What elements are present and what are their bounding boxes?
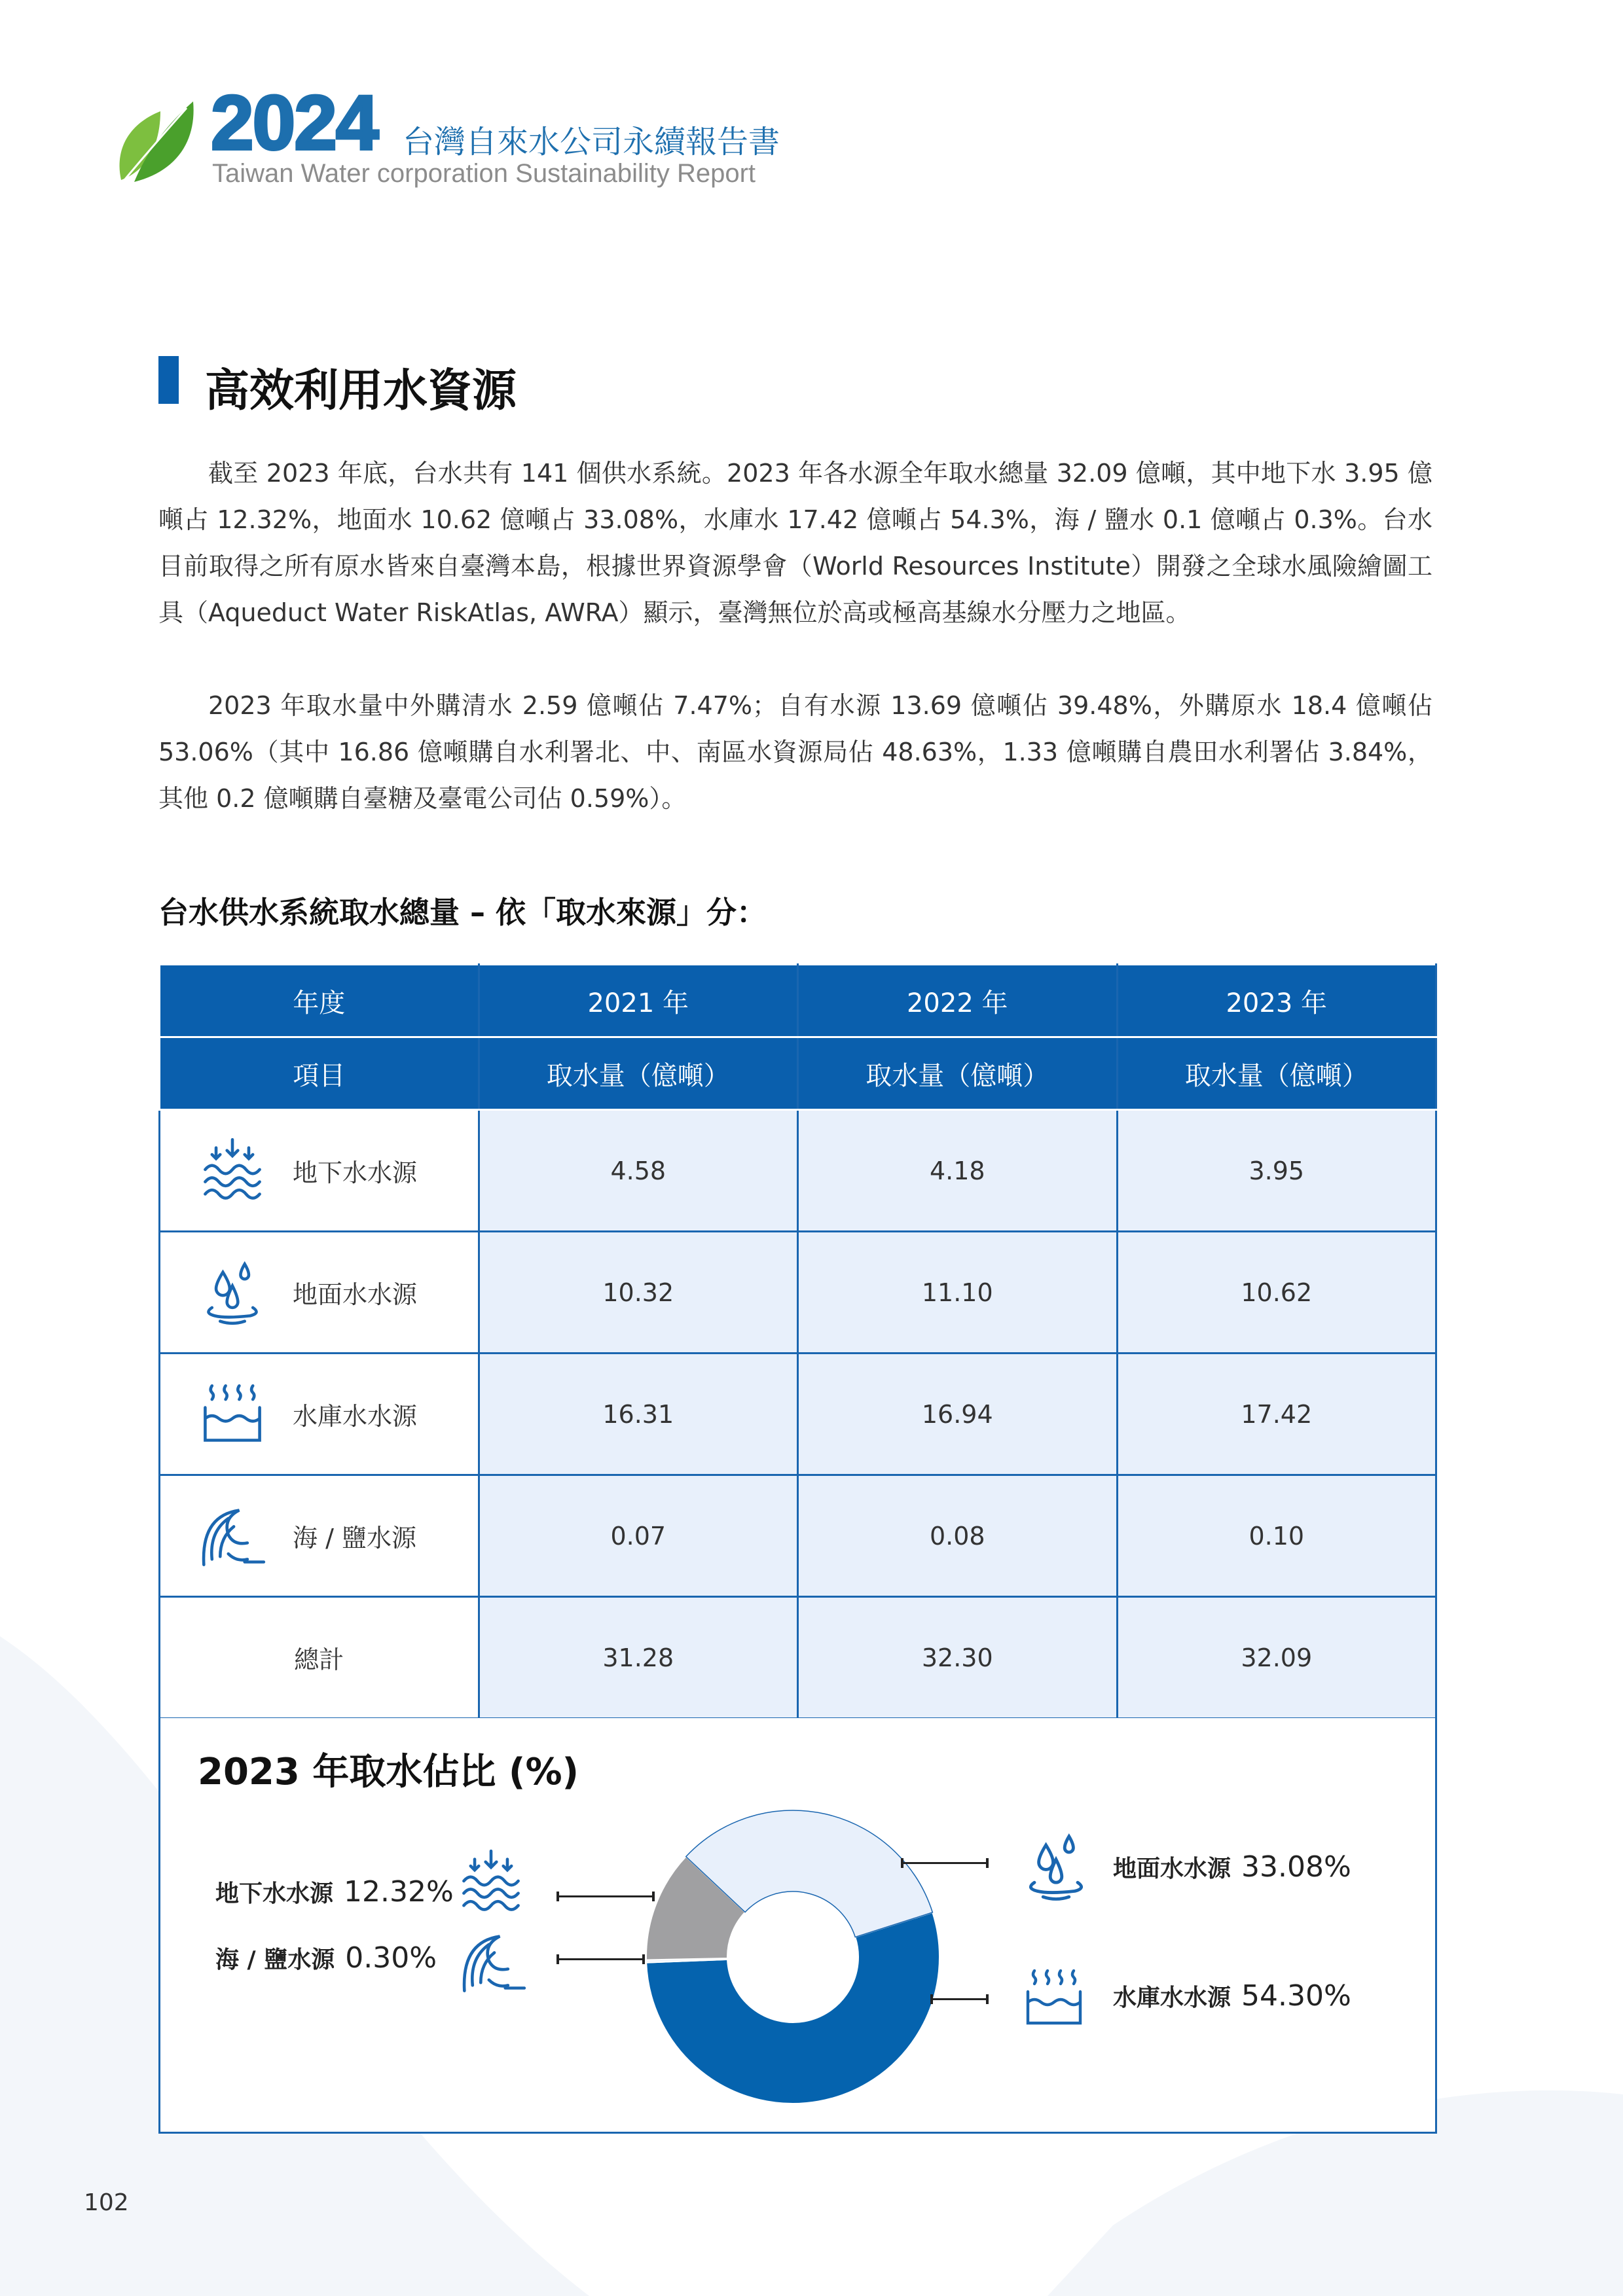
value-cell: 4.58 (479, 1110, 798, 1232)
legend-groundwater: 地下水水源 12.32% (215, 1875, 454, 1909)
value-cell: 0.07 (479, 1475, 798, 1597)
legend-sea-salt: 海 / 鹽水源 0.30% (215, 1941, 437, 1975)
value-cell: 16.31 (479, 1354, 798, 1475)
connector-line (930, 1998, 989, 2000)
table-row-total (160, 1597, 1436, 1719)
header-cell: 取水量（億噸） (1117, 1037, 1436, 1110)
value-cell: 4.18 (798, 1110, 1118, 1232)
report-year: 2024 (211, 80, 378, 166)
legend-value: 0.30% (345, 1941, 437, 1975)
value-cell: 3.95 (1117, 1110, 1436, 1232)
reservoir-icon (1020, 1965, 1088, 2031)
value-cell: 31.28 (479, 1597, 798, 1719)
header-cell: 2023 年 (1117, 965, 1436, 1037)
leaf-logo-icon (115, 98, 196, 187)
row-label: 地下水水源 (293, 1158, 418, 1187)
paragraph-1: 截至 2023 年底，台水共有 141 個供水系統。2023 年各水源全年取水總量 32.09 億噸，其中地下水 3.95 億噸占 12.32%，地面水 10.62 億噸占 33.08%，水庫水 17.42 億噸占 54.3%，海 / 鹽水 0.1 億噸占 0.3%。台水目前取得之所有原水皆來自臺灣本島，根據世界資源學會（World Resources Institute）開發之全球水風險繪圖工具（Aqueduct Water RiskAtlas, AWRA）顯示，臺灣無位於高或極高基線水分壓力之地區。 (158, 459, 1432, 627)
row-label: 總計 (160, 1597, 479, 1719)
reservoir-icon (198, 1380, 266, 1448)
header-cell: 取水量（億噸） (479, 1037, 798, 1110)
sea-wave-icon (198, 1502, 266, 1570)
connector-line (556, 1958, 645, 1960)
table-row (160, 1354, 1436, 1475)
value-cell: 11.10 (798, 1232, 1118, 1354)
value-cell: 10.32 (479, 1232, 798, 1354)
header-cell: 2022 年 (798, 965, 1118, 1037)
groundwater-icon (198, 1137, 266, 1205)
chart-title: 2023 年取水佔比 (%) (198, 1751, 579, 1793)
legend-value: 54.30% (1241, 1979, 1351, 2013)
value-cell: 10.62 (1117, 1232, 1436, 1354)
page-number: 102 (84, 2189, 129, 2216)
table-row (160, 1110, 1436, 1232)
value-cell: 32.30 (798, 1597, 1118, 1719)
connector-line (556, 1895, 655, 1897)
legend-surface-water: 地面水水源 33.08% (1113, 1850, 1351, 1884)
table-row (160, 1475, 1436, 1597)
table-row (160, 1232, 1436, 1354)
table-title: 台水供水系統取水總量 – 依「取水來源」分： (158, 895, 767, 930)
legend-reservoir: 水庫水水源 54.30% (1113, 1979, 1351, 2013)
value-cell: 32.09 (1117, 1597, 1436, 1719)
header-cell: 年度 (160, 965, 479, 1037)
value-cell: 16.94 (798, 1354, 1118, 1475)
row-label: 地面水水源 (293, 1280, 418, 1309)
header-cell: 2021 年 (479, 965, 798, 1037)
section-title: 高效利用水資源 (205, 365, 517, 417)
paragraph-2: 2023 年取水量中外購清水 2.59 億噸佔 7.47%；自有水源 13.69 億噸佔 39.48%，外購原水 18.4 億噸佔 53.06%（其中 16.86 億噸購自水利署北、中、南區水資源局佔 48.63%，1.33 億噸購自農田水利署佔 3.84%，其他 0.2 億噸購自臺糖及臺電公司佔 0.59%）。 (158, 691, 1432, 813)
report-title-en: Taiwan Water corporation Sustainability Report (212, 159, 756, 188)
value-cell: 0.08 (798, 1475, 1118, 1597)
water-intake-table (158, 963, 1437, 1719)
legend-value: 12.32% (344, 1875, 454, 1909)
connector-line (901, 1862, 989, 1864)
value-cell: 17.42 (1117, 1354, 1436, 1475)
header-cell: 項目 (160, 1037, 479, 1110)
surface-water-icon (198, 1259, 266, 1327)
row-label: 水庫水水源 (293, 1402, 418, 1431)
table-header-row (160, 965, 1436, 1037)
section-marker (158, 356, 179, 404)
groundwater-icon (457, 1848, 525, 1916)
header-cell: 取水量（億噸） (798, 1037, 1118, 1110)
report-title-zh: 台灣自來水公司永續報告書 (403, 124, 780, 160)
sea-wave-icon (457, 1928, 529, 1996)
value-cell: 0.10 (1117, 1475, 1436, 1597)
table-header-row (160, 1037, 1436, 1110)
legend-value: 33.08% (1241, 1850, 1351, 1884)
surface-water-icon (1020, 1831, 1092, 1903)
row-label: 海 / 鹽水源 (293, 1524, 416, 1552)
